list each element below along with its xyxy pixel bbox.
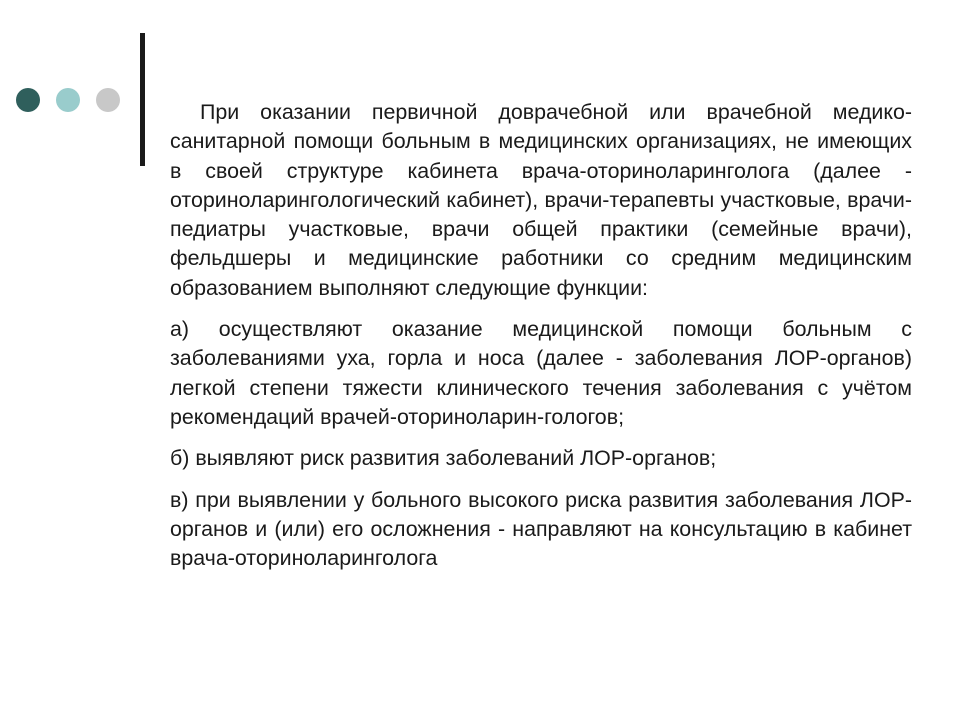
intro-paragraph: При оказании первичной доврачебной или врачебной медико-санитарной помощи больным в медицинских организациях, не имеющих в своей структуре кабинета врача-оториноларинголога (далее - оториноларингологический кабинет), врачи-терапевты участковые, врачи-педиатры участковые, врачи общей практики (семейные врачи), фельдшеры и медицинские работники со средним медицинским образованием выполняют следующие функции: bbox=[170, 100, 912, 300]
list-item-a: а) осуществляют оказание медицинской помощи больным с заболеваниями уха, горла и носа (далее - заболевания ЛОР-органов) легкой степени тяжести клинического течения заболевания с учётом рекомендаций врачей-оториноларин-гологов; bbox=[170, 317, 912, 429]
list-item-c: в) при выявлении у больного высокого риска развития заболевания ЛОР-органов и (или) его осложнения - направляют на консультацию в кабинет врача-оториноларинголога bbox=[170, 487, 912, 571]
decor-dot-dark bbox=[16, 88, 40, 112]
decor-dot-teal bbox=[56, 88, 80, 112]
list-item-b: б) выявляют риск развития заболеваний ЛОР-органов; bbox=[170, 446, 717, 471]
decor-vertical-bar bbox=[140, 33, 145, 166]
decor-dot-gray bbox=[96, 88, 120, 112]
slide-content bbox=[170, 98, 912, 585]
